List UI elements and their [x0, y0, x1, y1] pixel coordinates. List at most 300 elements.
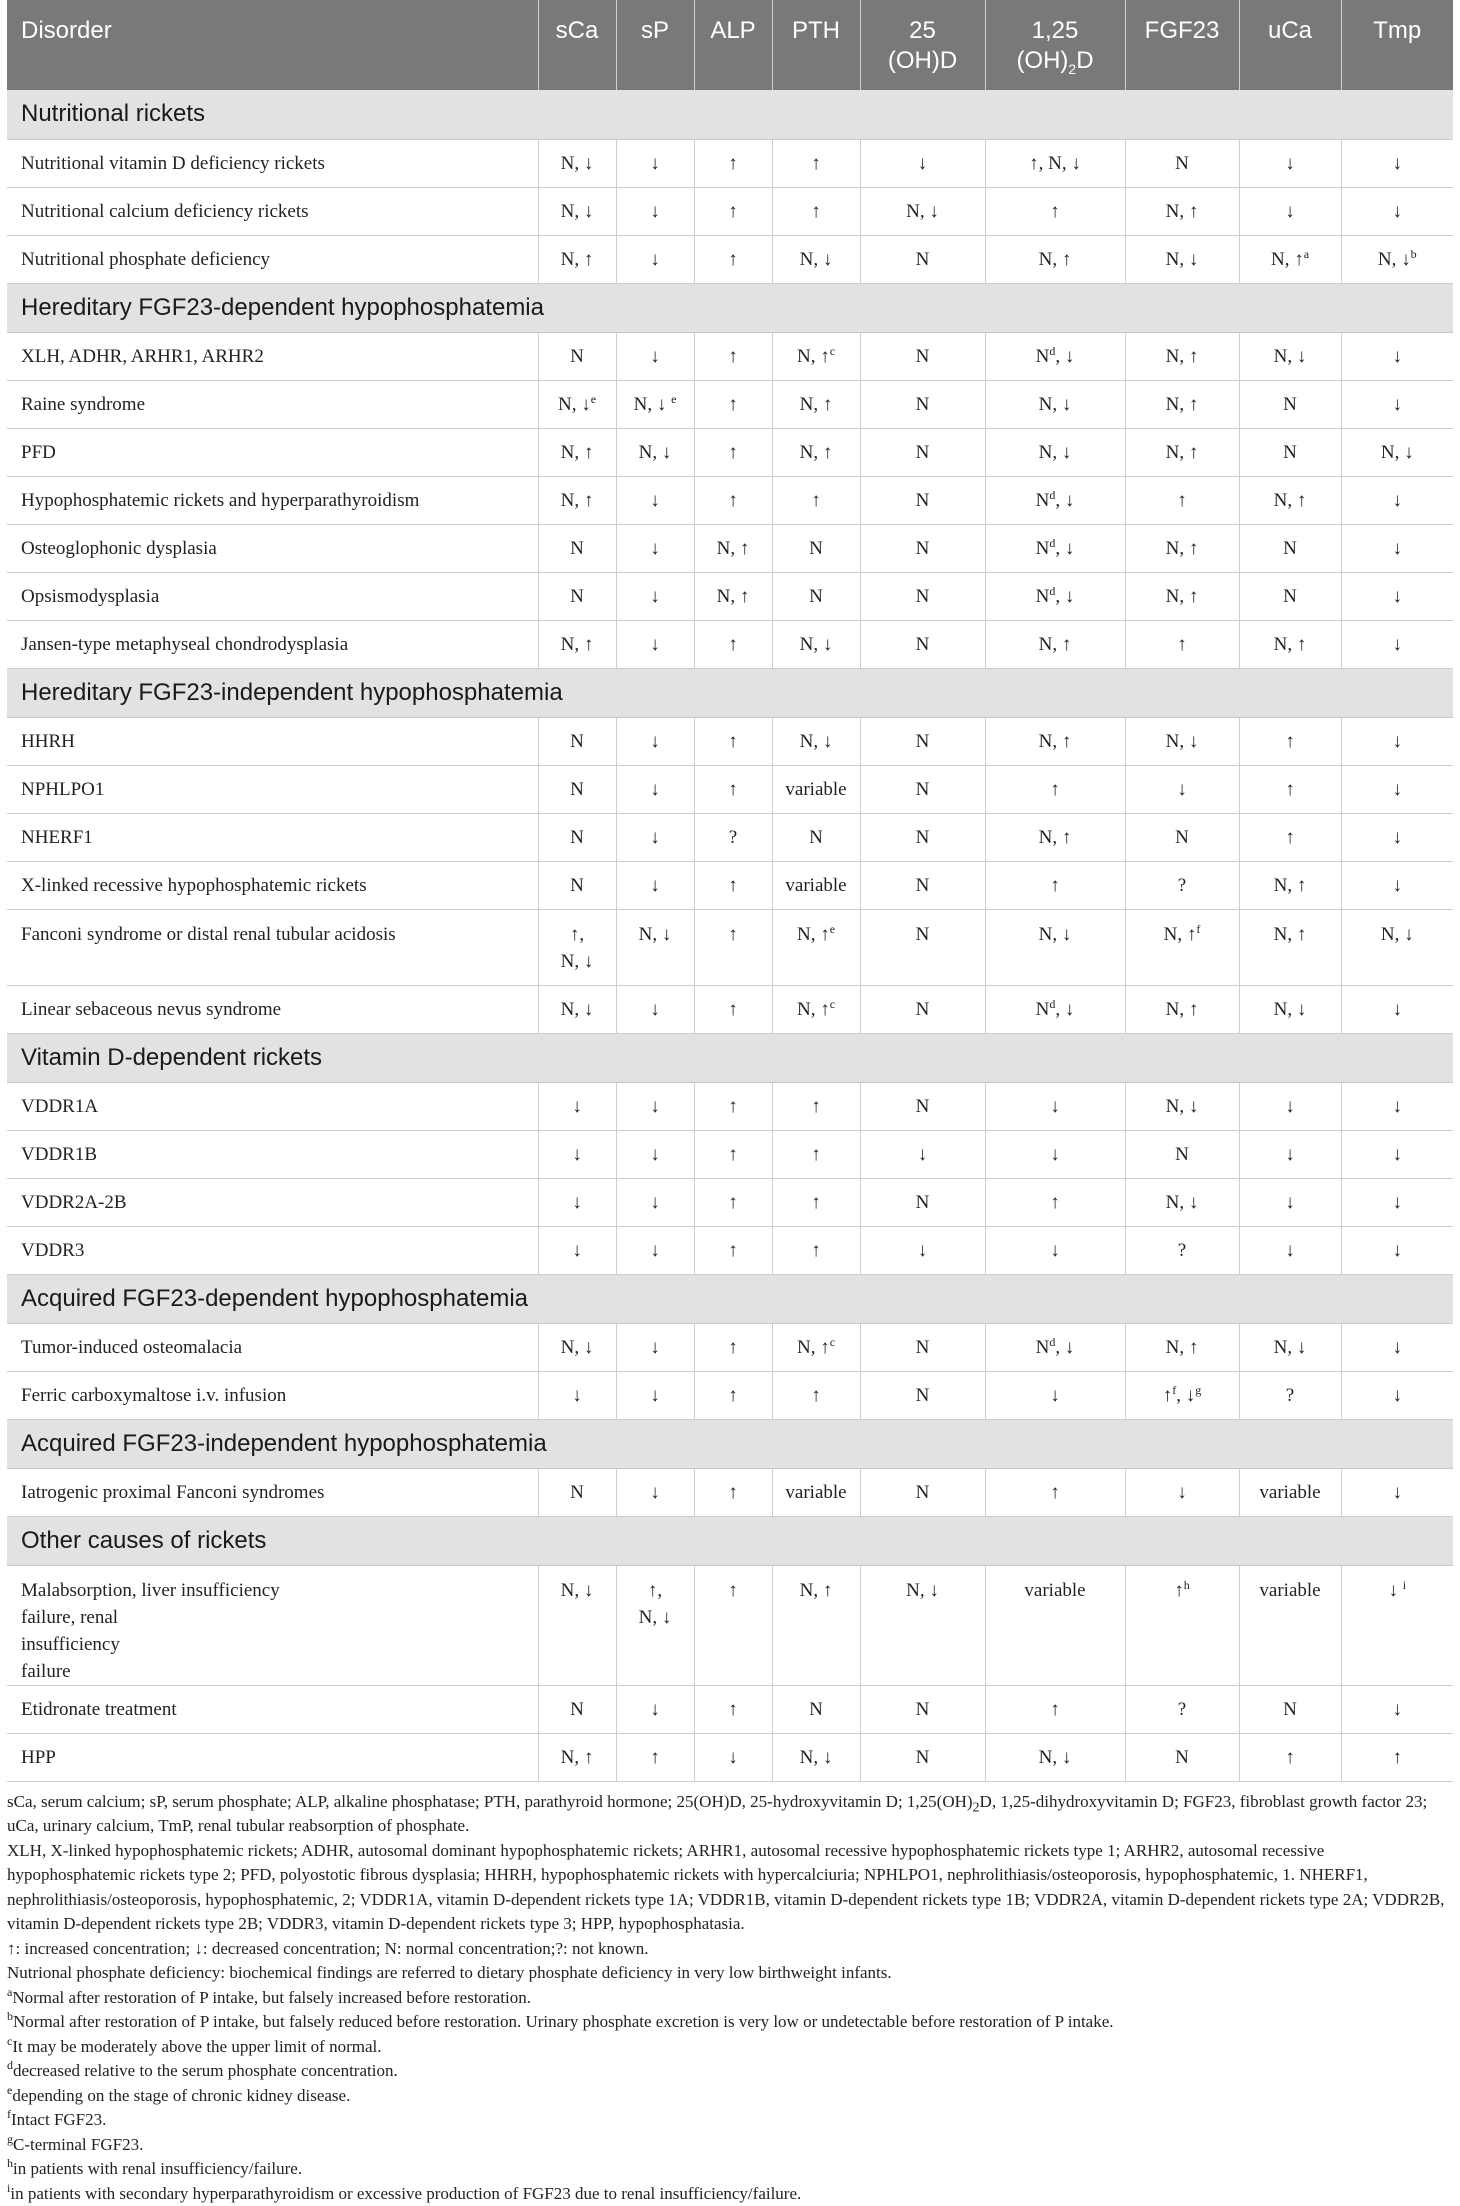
cell-text: N, ↑ [1271, 249, 1304, 270]
cell-text: N, ↑ [1164, 924, 1197, 945]
footnote-mark: d [7, 2058, 13, 2072]
footnote-marker: a [1304, 247, 1309, 261]
cell-text: ↑ [728, 999, 738, 1020]
cell-text: N, ↓ [558, 394, 591, 415]
disorder-name [7, 380, 538, 428]
table-row [7, 1733, 1453, 1781]
cell-text: N, ↓ [906, 1580, 939, 1601]
cell-text: N, ↓ [561, 1337, 594, 1358]
footnote-text: depending on the stage of chronic kidney disease. [12, 2086, 350, 2105]
cell-text: N, ↑ [1039, 827, 1072, 848]
cell-sca [538, 139, 616, 187]
table-row [7, 1323, 1453, 1371]
cell-sca [538, 1468, 616, 1516]
cell-text: N, ↑ [1166, 201, 1199, 222]
footnote-mark: a [7, 1985, 12, 1999]
footnote-d [7, 2059, 1453, 2084]
cell-fgf23 [1125, 1082, 1239, 1130]
disorder-name [7, 1685, 538, 1733]
cell-fgf23 [1125, 1178, 1239, 1226]
header-125oh2d-pre: (OH) [1016, 47, 1068, 74]
footnote-g [7, 2133, 1453, 2158]
cell-text: ↑ [1163, 1385, 1173, 1406]
disorder-name [7, 1082, 538, 1130]
cell-25ohd [860, 985, 985, 1033]
cell-text: ↑ [1050, 1482, 1060, 1503]
cell-text: ↑ [650, 1747, 660, 1768]
cell-sca [538, 909, 616, 985]
cell-125oh2d [985, 1130, 1125, 1178]
cell-text: N, ↑ [797, 346, 830, 367]
cell-uca [1239, 909, 1341, 985]
cell-text: ↑, [570, 924, 584, 945]
cell-fgf23 [1125, 476, 1239, 524]
cell-text: ↓ [1393, 394, 1403, 415]
cell-125oh2d [985, 765, 1125, 813]
cell-text: ↓ [1393, 1144, 1403, 1165]
section-header-row [7, 283, 1453, 332]
footnote-text: Normal after restoration of P intake, but falsely reduced before restoration. Urinary phosphate excretion is very low or undetectable before restoration of P intake. [13, 2012, 1114, 2031]
cell-sca [538, 1082, 616, 1130]
cell-text: VDDR1A [21, 1096, 98, 1117]
disorder-name [7, 139, 538, 187]
cell-text: NPHLPO1 [21, 779, 104, 800]
section-title: Hereditary FGF23-dependent hypophosphatemia [7, 283, 1453, 332]
nutritional-note: Nutrional phosphate deficiency: biochemical findings are referred to dietary phosphate deficiency in very low birthweight infants. [7, 1961, 1453, 1986]
cell-sca [538, 985, 616, 1033]
table-row [7, 765, 1453, 813]
cell-text: ? [1286, 1385, 1294, 1406]
cell-text: ↑ [728, 1144, 738, 1165]
footnote-marker: e [830, 922, 835, 936]
disorder-name [7, 1565, 538, 1685]
section-header-row [7, 90, 1453, 139]
footnote-text: It may be moderately above the upper limit of normal. [12, 2037, 381, 2056]
cell-text: ↓ [1050, 1385, 1060, 1406]
cell-text: ↓ [1285, 1144, 1295, 1165]
cell-25ohd [860, 1371, 985, 1419]
cell-text: ↑ [1285, 779, 1295, 800]
cell-text: ↓ [1393, 634, 1403, 655]
footnote-marker: e [591, 392, 596, 406]
cell-uca [1239, 187, 1341, 235]
section-title: Hereditary FGF23-independent hypophosphatemia [7, 668, 1453, 717]
header-pth: PTH [772, 0, 860, 90]
cell-sca [538, 620, 616, 668]
cell-text: ↑ [1285, 731, 1295, 752]
cell-text: ↓ [918, 1240, 928, 1261]
cell-alp [694, 380, 772, 428]
cell-fgf23 [1125, 1371, 1239, 1419]
table-row [7, 572, 1453, 620]
cell-text: N [1036, 490, 1050, 511]
table-row [7, 985, 1453, 1033]
table-row [7, 620, 1453, 668]
cell-uca [1239, 1226, 1341, 1274]
cell-text: N [916, 1699, 930, 1720]
cell-fgf23 [1125, 428, 1239, 476]
cell-text: ↓ [572, 1192, 582, 1213]
cell-text: N [1283, 538, 1297, 559]
cell-pth [772, 1468, 860, 1516]
cell-text: , ↓ [1055, 490, 1074, 511]
cell-text: Hypophosphatemic rickets and hyperparathyroidism [21, 490, 419, 511]
cell-25ohd [860, 1733, 985, 1781]
cell-fgf23 [1125, 572, 1239, 620]
footnote-marker: f [1196, 922, 1200, 936]
table-row [7, 1371, 1453, 1419]
cell-text: ↓ [1388, 1580, 1402, 1601]
cell-fgf23 [1125, 524, 1239, 572]
cell-text: N, ↑ [1039, 731, 1072, 752]
cell-text: N [1283, 586, 1297, 607]
disorder-name [7, 187, 538, 235]
footnote-marker: d [1049, 536, 1055, 550]
cell-tmp [1341, 572, 1453, 620]
cell-text: ↑ [1050, 779, 1060, 800]
cell-alp [694, 1082, 772, 1130]
abbrev1-part-b: D, 1,25-dihydroxyvitamin D; FGF23, fibroblast growth factor 23; uCa, urinary calcium, TmP, renal tubular reabsorption of phosphate. [7, 1792, 1427, 1836]
cell-text: ↑ [1177, 634, 1187, 655]
cell-text: ↓ [650, 586, 660, 607]
cell-uca [1239, 1565, 1341, 1685]
footnote-marker: d [1049, 997, 1055, 1011]
cell-text: N [916, 249, 930, 270]
cell-pth [772, 1371, 860, 1419]
table-row [7, 813, 1453, 861]
cell-text: N, ↑ [561, 442, 594, 463]
cell-sp [616, 572, 694, 620]
cell-pth [772, 428, 860, 476]
cell-text: Jansen-type metaphyseal chondrodysplasia [21, 634, 348, 655]
cell-sp [616, 428, 694, 476]
cell-sca [538, 813, 616, 861]
cell-alp [694, 1371, 772, 1419]
cell-text: N, ↓ [1381, 442, 1414, 463]
table-row [7, 1468, 1453, 1516]
cell-fgf23 [1125, 187, 1239, 235]
cell-text: N [570, 779, 584, 800]
disorder-name [7, 428, 538, 476]
cell-text: N [1175, 827, 1189, 848]
cell-text: ↓ [1285, 1096, 1295, 1117]
cell-text: ↓ [650, 153, 660, 174]
cell-text: ↑ [728, 1240, 738, 1261]
cell-text: ↓ [572, 1385, 582, 1406]
cell-text: ↑ [1050, 1192, 1060, 1213]
cell-text: ↑ [1177, 490, 1187, 511]
cell-sp [616, 765, 694, 813]
footnote-marker: d [1049, 1335, 1055, 1349]
cell-tmp [1341, 476, 1453, 524]
cell-text: ↓ [1393, 999, 1403, 1020]
cell-uca [1239, 861, 1341, 909]
cell-tmp [1341, 1685, 1453, 1733]
cell-pth [772, 1685, 860, 1733]
cell-sca [538, 428, 616, 476]
cell-text: N [809, 1699, 823, 1720]
cell-sp [616, 1178, 694, 1226]
cell-sp [616, 1468, 694, 1516]
cell-text: ↓ [918, 1144, 928, 1165]
cell-sca [538, 524, 616, 572]
cell-text: ↑, N, ↓ [1029, 153, 1081, 174]
cell-text: N, ↑ [1166, 442, 1199, 463]
cell-text: Tumor-induced osteomalacia [21, 1337, 242, 1358]
footnote-marker: c [830, 997, 835, 1011]
cell-text: N, ↓ [561, 153, 594, 174]
cell-text: ↓ [650, 201, 660, 222]
footnote-text: Normal after restoration of P intake, but falsely increased before restoration. [12, 1988, 531, 2007]
header-row [7, 0, 1453, 90]
cell-text: ↓ [1393, 201, 1403, 222]
header-fgf23: FGF23 [1125, 0, 1239, 90]
cell-125oh2d [985, 1226, 1125, 1274]
cell-text: ↑ [728, 875, 738, 896]
cell-text: ↑ [811, 1096, 821, 1117]
cell-tmp [1341, 765, 1453, 813]
cell-alp [694, 765, 772, 813]
cell-sp [616, 524, 694, 572]
cell-text: ↓ [650, 634, 660, 655]
disorder-name [7, 1468, 538, 1516]
cell-text: N, ↓ [800, 249, 833, 270]
cell-text: ↓ [1285, 1192, 1295, 1213]
cell-25ohd [860, 187, 985, 235]
cell-uca [1239, 813, 1341, 861]
cell-25ohd [860, 1226, 985, 1274]
cell-text: ↑ [811, 201, 821, 222]
cell-text: ↓ [650, 1699, 660, 1720]
cell-sca [538, 1226, 616, 1274]
table-footnotes [7, 1782, 1453, 2206]
disorder-name [7, 235, 538, 283]
footnote-marker: i [1403, 1578, 1406, 1592]
cell-text: ↑ [728, 1580, 738, 1601]
cell-text: ↓ [1285, 153, 1295, 174]
cell-uca [1239, 428, 1341, 476]
cell-alp [694, 572, 772, 620]
cell-text: N, ↓ [1039, 394, 1072, 415]
cell-pth [772, 380, 860, 428]
cell-fgf23 [1125, 765, 1239, 813]
footnote-marker: e [671, 392, 676, 406]
cell-sp [616, 909, 694, 985]
cell-text: X-linked recessive hypophosphatemic rickets [21, 875, 367, 896]
cell-text: N, ↓ [906, 201, 939, 222]
cell-pth [772, 1082, 860, 1130]
table-row [7, 861, 1453, 909]
cell-text: N [916, 490, 930, 511]
cell-uca [1239, 235, 1341, 283]
cell-125oh2d [985, 813, 1125, 861]
cell-25ohd [860, 620, 985, 668]
cell-text: N, ↓ [639, 442, 672, 463]
cell-text: Nutritional phosphate deficiency [21, 249, 270, 270]
cell-text: ↓ [650, 1096, 660, 1117]
cell-sca [538, 476, 616, 524]
cell-text: ? [1178, 1240, 1186, 1261]
cell-fgf23 [1125, 909, 1239, 985]
cell-uca [1239, 1733, 1341, 1781]
cell-tmp [1341, 1178, 1453, 1226]
cell-sp [616, 1226, 694, 1274]
cell-text: ? [729, 827, 737, 848]
cell-text: N [916, 346, 930, 367]
cell-25ohd [860, 813, 985, 861]
cell-alp [694, 620, 772, 668]
cell-text: ↑ [811, 153, 821, 174]
cell-text: N [916, 442, 930, 463]
cell-text: N, ↑ [1166, 538, 1199, 559]
cell-125oh2d [985, 524, 1125, 572]
cell-fgf23 [1125, 1130, 1239, 1178]
cell-text: N [916, 394, 930, 415]
cell-text: ↑ [728, 924, 738, 945]
cell-text: ↓ [1285, 201, 1295, 222]
cell-fgf23 [1125, 1323, 1239, 1371]
cell-text: ↓ [650, 1385, 660, 1406]
footnote-h [7, 2157, 1453, 2182]
cell-text: N, ↓ [1166, 731, 1199, 752]
cell-uca [1239, 1468, 1341, 1516]
cell-text: HHRH [21, 731, 75, 752]
cell-text: N [1036, 538, 1050, 559]
cell-text: N, ↓ [800, 634, 833, 655]
cell-text: N, ↑ [561, 490, 594, 511]
cell-sp [616, 1130, 694, 1178]
cell-tmp [1341, 909, 1453, 985]
cell-text: N [916, 1482, 930, 1503]
table-row [7, 717, 1453, 765]
cell-125oh2d [985, 1082, 1125, 1130]
disorder-name [7, 572, 538, 620]
cell-text: ↓ [1177, 779, 1187, 800]
cell-sp [616, 235, 694, 283]
cell-text: ↓ [650, 249, 660, 270]
cell-pth [772, 572, 860, 620]
cell-fgf23 [1125, 813, 1239, 861]
cell-tmp [1341, 1130, 1453, 1178]
disorder-name [7, 861, 538, 909]
footnote-marker: d [1049, 344, 1055, 358]
cell-text: N [570, 1482, 584, 1503]
cell-text: N, ↓ [800, 731, 833, 752]
cell-text: ↓ [1050, 1096, 1060, 1117]
cell-125oh2d [985, 1178, 1125, 1226]
cell-fgf23 [1125, 717, 1239, 765]
cell-fgf23 [1125, 380, 1239, 428]
cell-125oh2d [985, 572, 1125, 620]
cell-tmp [1341, 620, 1453, 668]
cell-text: N, ↓ [1039, 442, 1072, 463]
footnote-text: C-terminal FGF23. [13, 2135, 143, 2154]
cell-text: N [916, 634, 930, 655]
disorder-name [7, 1371, 538, 1419]
cell-pth [772, 1733, 860, 1781]
table-row [7, 139, 1453, 187]
cell-text: ↓ [1285, 1240, 1295, 1261]
cell-text: Nutritional calcium deficiency rickets [21, 201, 309, 222]
cell-uca [1239, 332, 1341, 380]
cell-25ohd [860, 1685, 985, 1733]
table-container [7, 0, 1453, 2206]
cell-text: variable [785, 875, 846, 896]
cell-text: ↑ [1174, 1580, 1184, 1601]
cell-25ohd [860, 1130, 985, 1178]
cell-uca [1239, 1371, 1341, 1419]
cell-pth [772, 1323, 860, 1371]
cell-text: N, ↑ [1166, 346, 1199, 367]
cell-text: Malabsorption, liver insufficiency [21, 1580, 280, 1601]
cell-text: ↑ [728, 1337, 738, 1358]
cell-text: ↓ [728, 1747, 738, 1768]
cell-text: ↓ [1393, 1337, 1403, 1358]
cell-sp [616, 1371, 694, 1419]
cell-fgf23 [1125, 1226, 1239, 1274]
cell-sca [538, 235, 616, 283]
cell-text: ↓ [650, 1482, 660, 1503]
table-row [7, 476, 1453, 524]
footnote-mark: i [7, 2181, 10, 2195]
section-title: Other causes of rickets [7, 1516, 1453, 1565]
cell-25ohd [860, 1565, 985, 1685]
cell-sca [538, 380, 616, 428]
cell-text: N [916, 1192, 930, 1213]
abbreviations-1 [7, 1790, 1453, 1839]
cell-sca [538, 572, 616, 620]
cell-text: N [570, 1699, 584, 1720]
cell-text: N [916, 827, 930, 848]
cell-fgf23 [1125, 139, 1239, 187]
cell-tmp [1341, 187, 1453, 235]
cell-text: ↓ [572, 1240, 582, 1261]
cell-text: variable [785, 779, 846, 800]
cell-text: N, ↓ [1166, 249, 1199, 270]
cell-text: N, ↑ [1274, 490, 1307, 511]
cell-text: N [570, 875, 584, 896]
cell-text: N [916, 1337, 930, 1358]
cell-pth [772, 139, 860, 187]
cell-text: N [809, 586, 823, 607]
cell-text: N, ↑ [1166, 394, 1199, 415]
disorder-name [7, 985, 538, 1033]
cell-125oh2d [985, 1323, 1125, 1371]
cell-text: ↓ [1393, 346, 1403, 367]
cell-alp [694, 1178, 772, 1226]
cell-125oh2d [985, 985, 1125, 1033]
cell-tmp [1341, 1733, 1453, 1781]
header-25ohd-line2: (OH)D [888, 47, 957, 74]
cell-text: N [570, 586, 584, 607]
cell-125oh2d [985, 380, 1125, 428]
cell-sca [538, 1685, 616, 1733]
cell-text: N [1036, 1337, 1050, 1358]
cell-text: ↓ [1393, 731, 1403, 752]
cell-sca [538, 765, 616, 813]
cell-text: ↑ [728, 442, 738, 463]
cell-text: ↑ [1050, 201, 1060, 222]
cell-text: ↓ [918, 153, 928, 174]
header-125oh2d-line1: 1,25 [1032, 17, 1079, 44]
cell-tmp [1341, 139, 1453, 187]
header-25ohd-line1: 25 [909, 17, 936, 44]
cell-text: N, ↓ [561, 951, 594, 972]
cell-text: N, ↓ [1039, 1747, 1072, 1768]
cell-text: N [1036, 999, 1050, 1020]
cell-text: N [916, 731, 930, 752]
section-header-row [7, 1274, 1453, 1323]
